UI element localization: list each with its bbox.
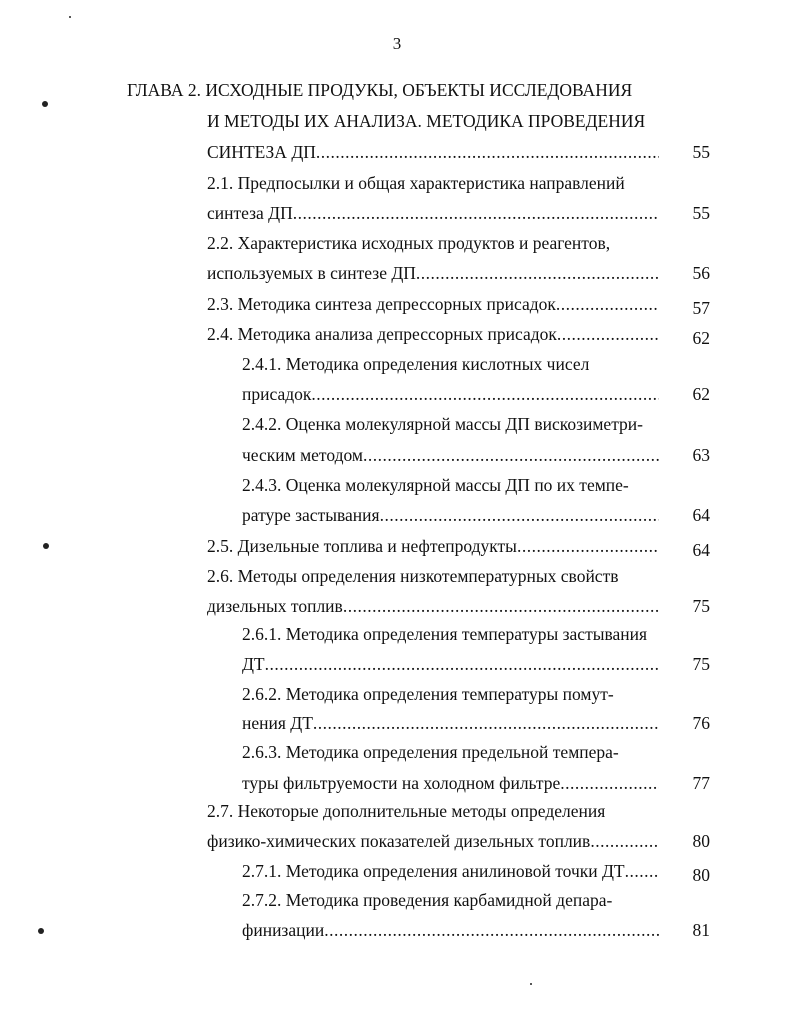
dot-leader (311, 383, 659, 405)
toc-entry-2-6-3 (242, 772, 659, 794)
toc-entry-2-4-2-line-1: 2.4.2. Оценка молекулярной массы ДП вискозиметри- (242, 414, 644, 434)
dot-leader (363, 444, 659, 466)
toc-entry-chapter-2 (207, 141, 659, 163)
toc-entry-2-6-2-line-1: 2.6.2. Методика определения температуры помут- (242, 684, 614, 704)
scan-speck (69, 16, 71, 18)
dot-leader (313, 712, 659, 734)
dot-leader (316, 141, 659, 163)
toc-page-2-1: 55 (692, 203, 710, 223)
toc-entry-2-5-line-1: 2.5. Дизельные топлива и нефтепродукты (207, 536, 517, 556)
toc-entry-2-4-line-1: 2.4. Методика анализа депрессорных присадок (207, 324, 557, 344)
scan-speck (42, 101, 48, 107)
toc-page-2-4: 62 (692, 328, 710, 348)
dot-leader (293, 202, 659, 224)
scan-speck (530, 983, 532, 985)
chapter-title-line-3: СИНТЕЗА ДП (207, 142, 316, 162)
toc-page-2-6-1: 75 (692, 654, 710, 674)
toc-entry-2-2 (207, 262, 659, 284)
dot-leader (343, 595, 659, 617)
toc-entry-2-7-2-line-2: финизации (242, 920, 325, 940)
toc-entry-2-6-3-line-2: туры фильтруемости на холодном фильтре (242, 773, 561, 793)
toc-entry-2-6-3-line-1: 2.6.3. Методика определения предельной темпера- (242, 742, 619, 762)
toc-page-2-4-3: 64 (692, 505, 710, 525)
toc-page-2-3: 57 (692, 298, 710, 318)
toc-page-chapter-2: 55 (692, 142, 710, 162)
toc-entry-2-3 (207, 293, 659, 315)
toc-entry-2-4-2-line-2: ческим методом (242, 445, 363, 465)
toc-entry-2-6-line-1: 2.6. Методы определения низкотемпературных свойств (207, 566, 619, 586)
scan-speck (43, 543, 49, 549)
toc-entry-2-6-1-line-2: ДТ (242, 654, 265, 674)
toc-entry-2-1 (207, 202, 659, 224)
dot-leader (625, 860, 659, 882)
dot-leader (265, 653, 659, 675)
toc-entry-2-6-line-2: дизельных топлив (207, 596, 343, 616)
toc-page-2-6: 75 (692, 596, 710, 616)
toc-entry-2-7-line-1: 2.7. Некоторые дополнительные методы определения (207, 801, 606, 821)
dot-leader (590, 830, 659, 852)
toc-entry-2-7-1 (242, 860, 659, 882)
toc-entry-2-6-2-line-2: нения ДТ (242, 713, 313, 733)
toc-entry-2-1-line-2: синтеза ДП (207, 203, 293, 223)
toc-entry-2-5 (207, 535, 659, 557)
toc-page-2-2: 56 (692, 263, 710, 283)
page-number: 3 (392, 34, 402, 53)
dot-leader (557, 323, 659, 345)
toc-entry-2-7-1-line-1: 2.7.1. Методика определения анилиновой точки ДТ (242, 861, 625, 881)
chapter-title-line-2: И МЕТОДЫ ИХ АНАЛИЗА. МЕТОДИКА ПРОВЕДЕНИЯ (207, 111, 646, 131)
dot-leader (380, 504, 659, 526)
toc-page-2-7: 80 (692, 831, 710, 851)
toc-entry-2-4-1-line-2: присадок (242, 384, 312, 404)
toc-entry-2-7-2 (242, 919, 659, 941)
toc-entry-2-1-line-1: 2.1. Предпосылки и общая характеристика направлений (207, 173, 625, 193)
toc-entry-2-3-line-1: 2.3. Методика синтеза депрессорных присадок (207, 294, 556, 314)
toc-entry-2-4-3-line-2: ратуре застывания (242, 505, 380, 525)
chapter-title-line-1: ГЛАВА 2. ИСХОДНЫЕ ПРОДУКЫ, ОБЪЕКТЫ ИССЛЕДОВАНИЯ (127, 80, 633, 100)
scan-speck (38, 928, 44, 934)
toc-page-2-4-1: 62 (692, 384, 710, 404)
toc-page-2-7-1: 80 (692, 865, 710, 885)
toc-entry-2-7-line-2: физико-химических показателей дизельных топлив (207, 831, 591, 851)
toc-entry-2-4-2 (242, 444, 659, 466)
dot-leader (517, 535, 659, 557)
toc-entry-2-7 (207, 830, 659, 852)
toc-entry-2-6-1 (242, 653, 659, 675)
toc-entry-2-4 (207, 323, 659, 345)
toc-entry-2-2-line-2: используемых в синтезе ДП (207, 263, 416, 283)
dot-leader (324, 919, 659, 941)
toc-page-2-6-3: 77 (692, 773, 710, 793)
toc-page-2-6-2: 76 (692, 713, 710, 733)
toc-entry-2-2-line-1: 2.2. Характеристика исходных продуктов и реагентов, (207, 233, 611, 253)
toc-entry-2-6-2 (242, 712, 659, 734)
dot-leader (556, 293, 659, 315)
toc-entry-2-6 (207, 595, 659, 617)
toc-entry-2-4-1 (242, 383, 659, 405)
toc-page-2-4-2: 63 (692, 445, 710, 465)
toc-entry-2-6-1-line-1: 2.6.1. Методика определения температуры застывания (242, 624, 648, 644)
toc-entry-2-4-3 (242, 504, 659, 526)
toc-entry-2-4-3-line-1: 2.4.3. Оценка молекулярной массы ДП по их темпе- (242, 475, 629, 495)
toc-page-2-7-2: 81 (692, 920, 710, 940)
dot-leader (560, 772, 659, 794)
toc-page-2-5: 64 (692, 540, 710, 560)
dot-leader (416, 262, 659, 284)
toc-entry-2-4-1-line-1: 2.4.1. Методика определения кислотных чисел (242, 354, 590, 374)
toc-entry-2-7-2-line-1: 2.7.2. Методика проведения карбамидной депара- (242, 890, 613, 910)
